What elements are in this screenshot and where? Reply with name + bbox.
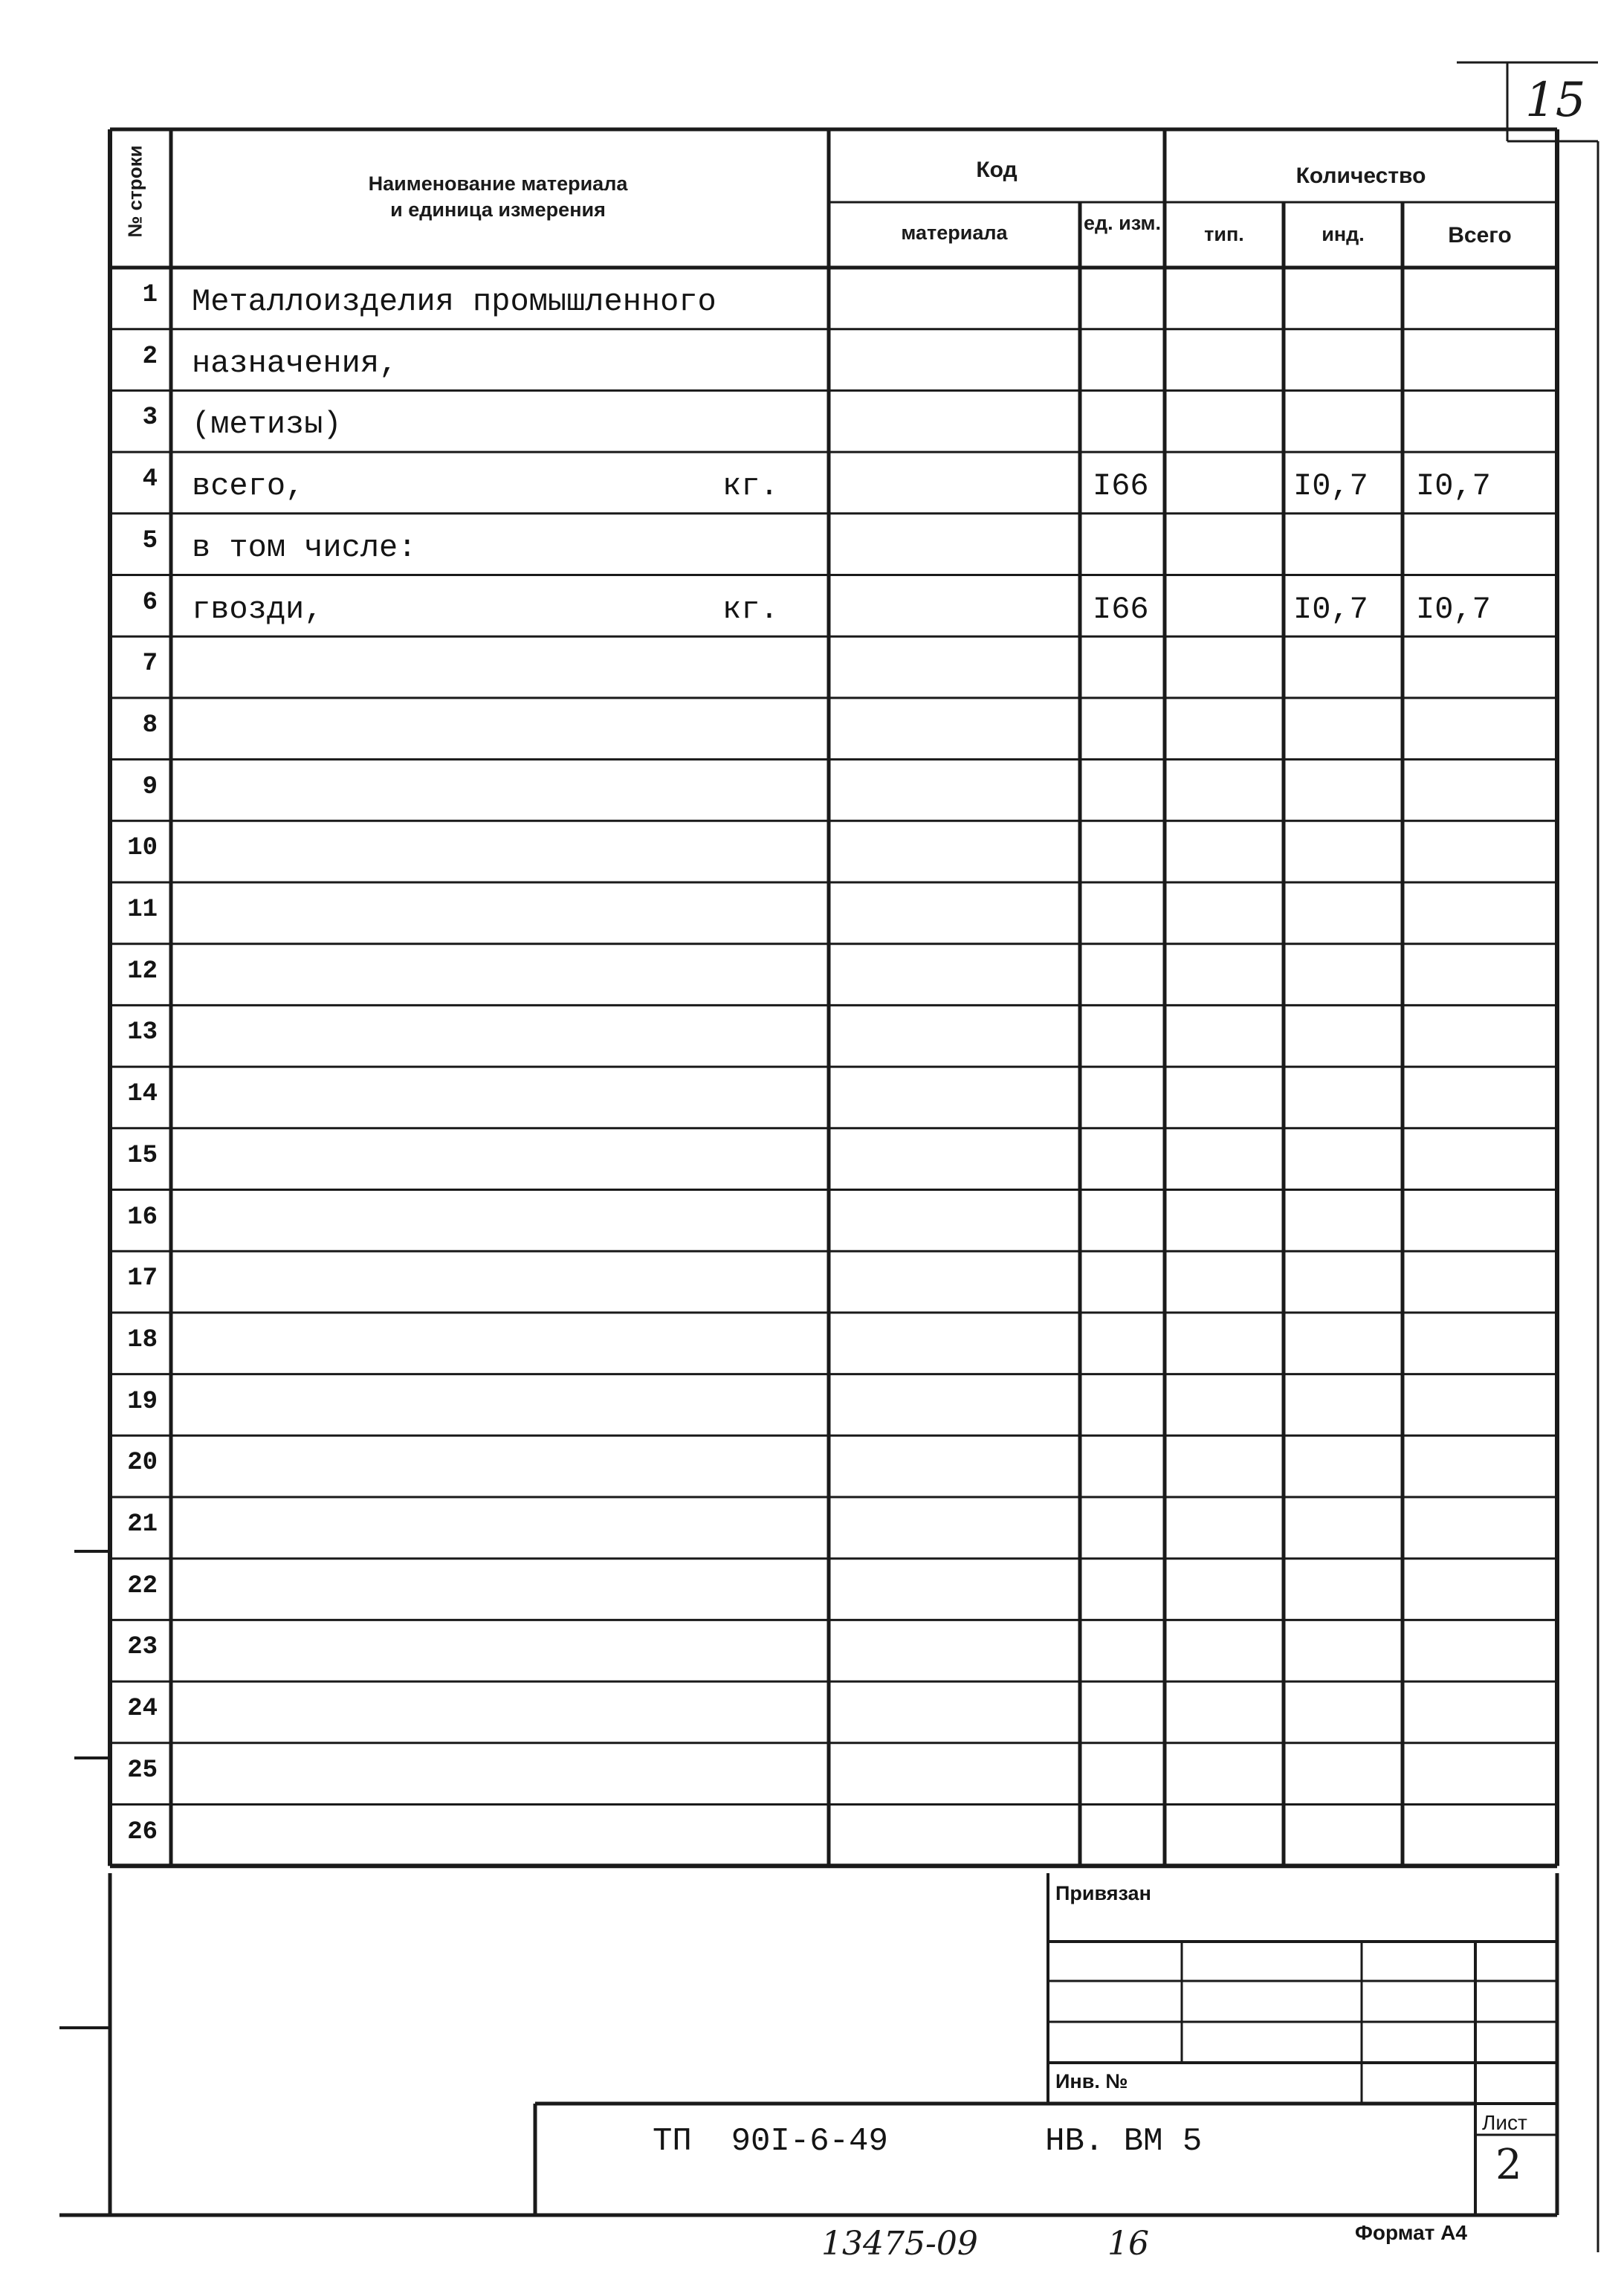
header-quantity-typ: тип.	[1204, 223, 1244, 245]
sheet-label: Лист	[1482, 2111, 1527, 2134]
row-unit-code: I66	[1093, 591, 1149, 627]
row-number: 15	[127, 1141, 158, 1170]
row-qty-ind: I0,7	[1293, 468, 1368, 505]
row-material-name: в том числе:	[192, 529, 417, 566]
row-material-name: назначения,	[192, 345, 398, 381]
row-number: 11	[127, 896, 158, 924]
row-number: 22	[127, 1571, 158, 1600]
document-designation: ТП 90I-6-49 НВ. ВМ 5	[653, 2123, 1203, 2160]
row-unit: кг.	[722, 468, 779, 505]
inventory-number-label: Инв. №	[1055, 2070, 1128, 2092]
row-number: 13	[127, 1018, 158, 1047]
row-number: 25	[127, 1756, 158, 1785]
row-number: 12	[127, 957, 158, 986]
row-number: 23	[127, 1633, 158, 1662]
row-number: 4	[142, 465, 158, 494]
header-code-material: материала	[901, 222, 1008, 244]
corner-page-number: 15	[1525, 73, 1586, 128]
bound-label: Привязан	[1055, 1882, 1151, 1904]
row-number: 9	[142, 772, 158, 801]
row-number: 19	[127, 1387, 158, 1416]
row-number: 21	[127, 1510, 158, 1539]
header-quantity-ind: инд.	[1321, 223, 1365, 245]
header-material-name: Наименование материала и единица измерения	[368, 172, 628, 221]
row-number: 20	[127, 1449, 158, 1478]
header-quantity-group: Количество	[1295, 164, 1426, 188]
row-unit-code: I66	[1093, 468, 1149, 505]
row-number: 16	[127, 1203, 158, 1232]
header-code-unit: ед. изм.	[1084, 212, 1161, 234]
format-label: Формат А4	[1355, 2221, 1467, 2244]
row-number: 24	[127, 1695, 158, 1724]
row-material-name: (метизы)	[192, 407, 342, 443]
row-number: 3	[142, 404, 158, 433]
row-number: 14	[127, 1080, 158, 1109]
sheet-number: 2	[1495, 2141, 1522, 2189]
row-number: 1	[142, 281, 158, 309]
row-material-name: всего,	[192, 468, 305, 505]
archive-number: 13475-09	[821, 2225, 978, 2263]
row-qty-total: I0,7	[1416, 468, 1491, 505]
row-number: 7	[142, 650, 158, 679]
page-number-handwritten: 16	[1107, 2225, 1149, 2263]
row-number: 6	[142, 588, 158, 617]
row-number: 5	[142, 526, 158, 555]
row-number: 17	[127, 1264, 158, 1293]
row-number: 10	[127, 834, 158, 863]
row-unit: кг.	[722, 591, 779, 627]
row-material-name: Металлоизделия промышленного	[192, 284, 716, 320]
row-number: 26	[127, 1817, 158, 1846]
row-qty-total: I0,7	[1416, 591, 1491, 627]
row-number: 8	[142, 711, 158, 740]
row-number: 2	[142, 342, 158, 371]
row-number: 18	[127, 1325, 158, 1354]
header-quantity-total: Всего	[1448, 223, 1512, 248]
row-material-name: гвозди,	[192, 591, 323, 627]
header-row-number: № строки	[123, 145, 146, 238]
row-qty-ind: I0,7	[1293, 591, 1368, 627]
header-code-group: Код	[976, 158, 1018, 182]
